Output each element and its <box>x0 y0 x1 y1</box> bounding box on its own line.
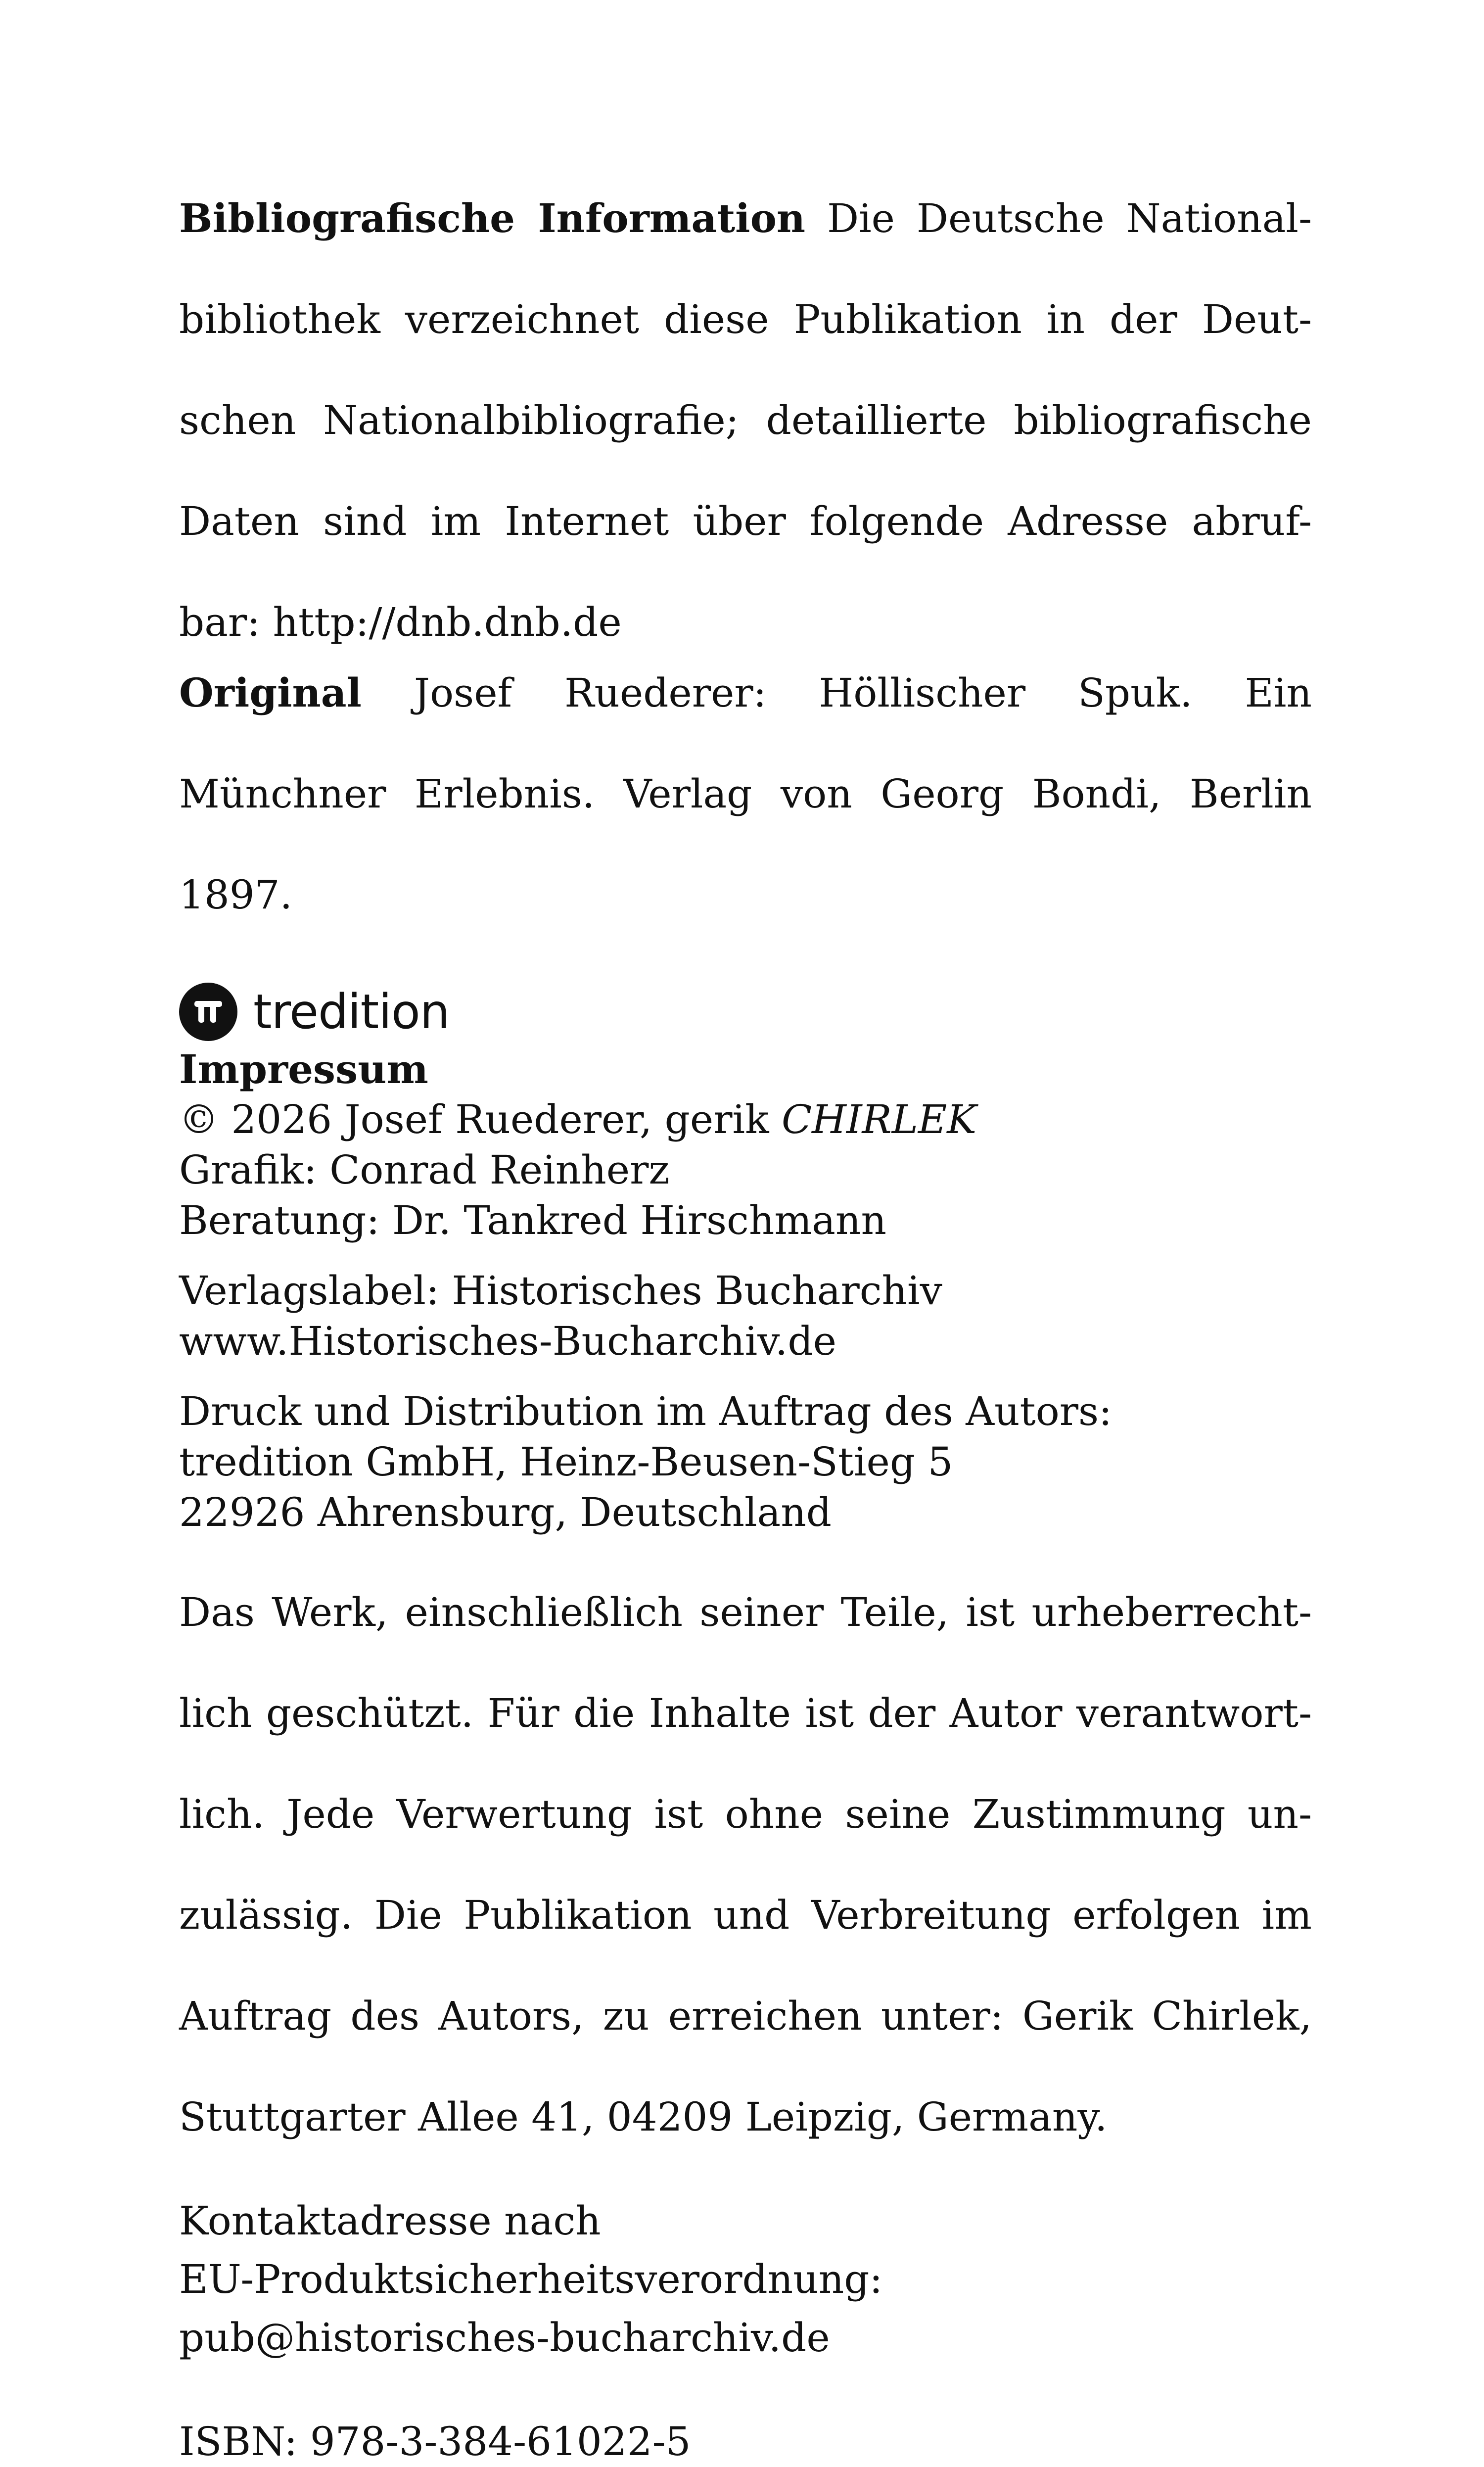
copyright-name-italic: CHIRLEK <box>781 1096 977 1142</box>
bibliographic-label: Bibliografische Information <box>179 195 806 241</box>
bibliographic-text-1: Die Deutsche National- <box>827 195 1312 241</box>
website-line: www.Historisches-Bucharchiv.de <box>179 1318 836 1364</box>
publisher-logo <box>179 980 1312 1044</box>
tredition-logo-icon <box>179 983 237 1041</box>
bibliographic-line-4: Daten sind im Internet über folgende Adresse abruf- <box>179 498 1312 544</box>
copyright-line <box>179 1094 1312 1145</box>
tredition-mark-icon <box>188 992 228 1032</box>
original-label: Original <box>179 669 362 716</box>
original-line-1 <box>179 667 1312 769</box>
grafik-line: Grafik: Conrad Reinherz <box>179 1147 670 1193</box>
rights-line-5: Auftrag des Autors, zu erreichen unter: Gerik Chirlek, <box>179 1993 1312 2039</box>
original-text-1: Josef Ruederer: Höllischer Spuk. Ein <box>414 670 1312 716</box>
rights-notice <box>179 1587 1312 2142</box>
rights-line-3: lich. Jede Verwertung ist ohne seine Zustimmung un- <box>179 1791 1312 1837</box>
contact-email: pub@historisches-bucharchiv.de <box>179 2315 830 2361</box>
publisher-logo-text: tredition <box>253 984 450 1040</box>
original-line-3: 1897. <box>179 872 293 918</box>
bibliographic-information <box>179 193 1312 648</box>
original-line-2: Münchner Erlebnis. Verlag von Georg Bondi, Berlin <box>179 771 1312 817</box>
bibliographic-line-1 <box>179 193 1312 294</box>
rights-line-1: Das Werk, einschließlich seiner Teile, ist urheberrecht- <box>179 1589 1312 1635</box>
druck-line-3: 22926 Ahrensburg, Deutschland <box>179 1489 832 1535</box>
copyright-text: © 2026 Josef Ruederer, gerik <box>179 1096 782 1142</box>
beratung-line: Beratung: Dr. Tankred Hirschmann <box>179 1197 886 1243</box>
impressum-section <box>179 1044 1312 1538</box>
contact-section <box>179 2192 1312 2367</box>
bibliographic-line-3: schen Nationalbibliografie; detaillierte bibliografische <box>179 397 1312 443</box>
imprint-page <box>179 193 1312 2467</box>
contact-line-2: EU-Produktsicherheitsverordnung: <box>179 2256 883 2302</box>
rights-line-2: lich geschützt. Für die Inhalte ist der Autor verantwort- <box>179 1690 1312 1736</box>
verlagslabel-line: Verlagslabel: Historisches Bucharchiv <box>179 1268 942 1314</box>
original-source <box>179 667 1312 920</box>
rights-line-6: Stuttgarter Allee 41, 04209 Leipzig, Germany. <box>179 2094 1108 2140</box>
druck-line-2: tredition GmbH, Heinz-Beusen-Stieg 5 <box>179 1439 953 1485</box>
bibliographic-line-5: bar: http://dnb.dnb.de <box>179 599 622 645</box>
druck-line-1: Druck und Distribution im Auftrag des Autors: <box>179 1388 1113 1434</box>
isbn-line: ISBN: 978-3-384-61022-5 <box>179 2419 691 2465</box>
bibliographic-line-2: bibliothek verzeichnet diese Publikation in der Deut- <box>179 296 1312 342</box>
contact-line-1: Kontaktadresse nach <box>179 2198 601 2244</box>
impressum-title: Impressum <box>179 1046 428 1092</box>
rights-line-4: zulässig. Die Publikation und Verbreitung erfolgen im <box>179 1892 1312 1938</box>
